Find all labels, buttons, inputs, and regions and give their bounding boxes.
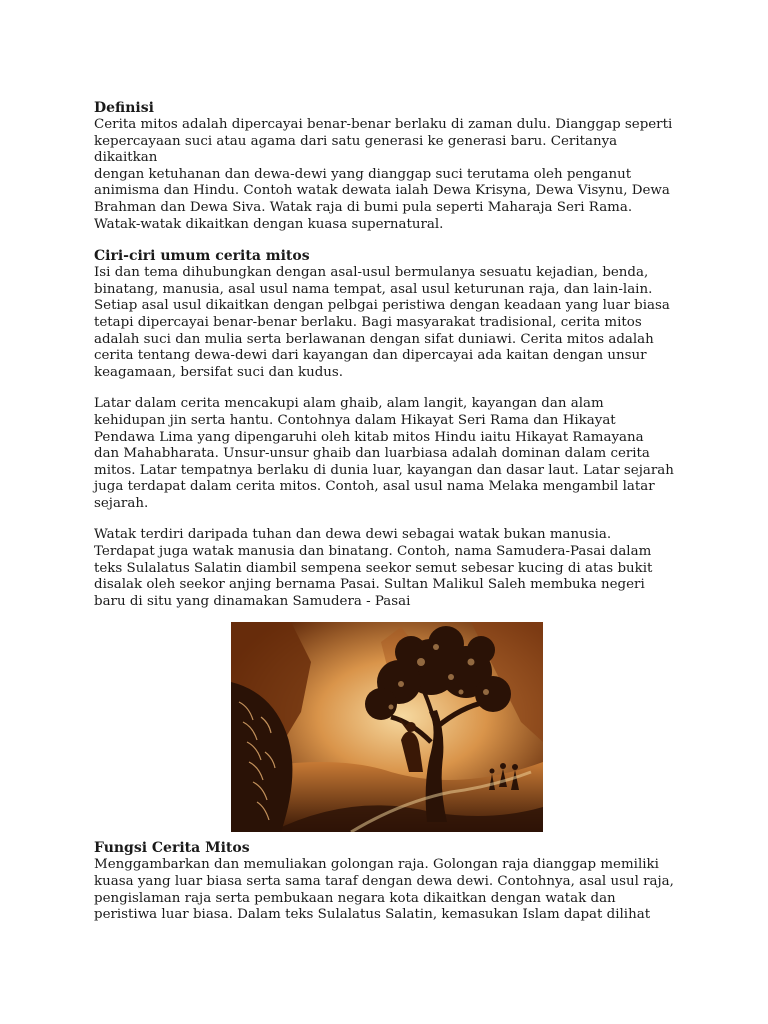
illustration-svg	[231, 622, 543, 832]
paragraph-ciri-ciri: Isi dan tema dihubungkan dengan asal-usul bermulanya sesuatu kejadian, benda, binatang, manusia, asal usul nama tempat, asal usul keturunan raja, dan lain-lain. Setiap asal usul dikaitkan dengan pelbgai peristiwa dengan keadaan yang luar biasa tetapi dipercayai benar-benar berlaku. Bagi masyarakat tradisional, cerita mitos adalah suci dan mulia serta berlawanan dengan sifat duniawi. Cerita mitos adalah cerita tentang dewa-dewi dari kayangan dan dipercayai ada kaitan dengan unsur keagamaan, bersifat suci dan kudus.	[94, 265, 670, 380]
paragraph-latar: Latar dalam cerita mencakupi alam ghaib, alam langit, kayangan dan alam kehidupan jin serta hantu. Contohnya dalam Hikayat Seri Rama dan Hikayat Pendawa Lima yang dipengaruhi oleh kitab mitos Hindu iaitu Hikayat Ramayana dan Mahabharata. Unsur-unsur ghaib dan luarbiasa adalah dominan dalam cerita mitos. Latar tempatnya berlaku di dunia luar, kayangan dan dasar laut. Latar sejarah juga terdapat dalam cerita mitos. Contoh, asal usul nama Melaka mengambil latar sejarah.	[94, 396, 674, 511]
mythical-tree-illustration	[231, 622, 543, 832]
paragraph-definisi: Cerita mitos adalah dipercayai benar-benar berlaku di zaman dulu. Dianggap seperti kepercayaan suci atau agama dari satu generasi ke generasi baru. Ceritanya dikaitkan dengan ketuhanan dan dewa-dewi yang dianggap suci terutama oleh penganut animisma dan Hindu. Contoh watak dewata ialah Dewa Krisyna, Dewa Visynu, Dewa Brahman dan Dewa Siva. Watak raja di bumi pula seperti Maharaja Seri Rama. Watak-watak dikaitkan dengan kuasa supernatural.	[94, 117, 673, 232]
document-page	[94, 100, 684, 924]
paragraph-watak: Watak terdiri daripada tuhan dan dewa dewi sebagai watak bukan manusia. Terdapat juga watak manusia dan binatang. Contoh, nama Samudera-Pasai dalam teks Sulalatus Salatin diambil sempena seekor semut sebesar kucing di atas bukit disalak oleh seekor anjing bernama Pasai. Sultan Malikul Saleh membuka negeri baru di situ yang dinamakan Samudera - Pasai	[94, 527, 653, 609]
heading-definisi: Definisi	[94, 100, 154, 116]
heading-ciri-ciri: Ciri-ciri umum cerita mitos	[94, 248, 310, 265]
heading-fungsi: Fungsi Cerita Mitos	[94, 840, 250, 857]
paragraph-fungsi: Menggambarkan dan memuliakan golongan raja. Golongan raja dianggap memiliki kuasa yang luar biasa serta sama taraf dengan dewa dewi. Contohnya, asal usul raja, pengislaman raja serta pembukaan negara kota dikaitkan dengan watak dan peristiwa luar biasa. Dalam teks Sulalatus Salatin, kemasukan Islam dapat dilihat	[94, 857, 674, 923]
